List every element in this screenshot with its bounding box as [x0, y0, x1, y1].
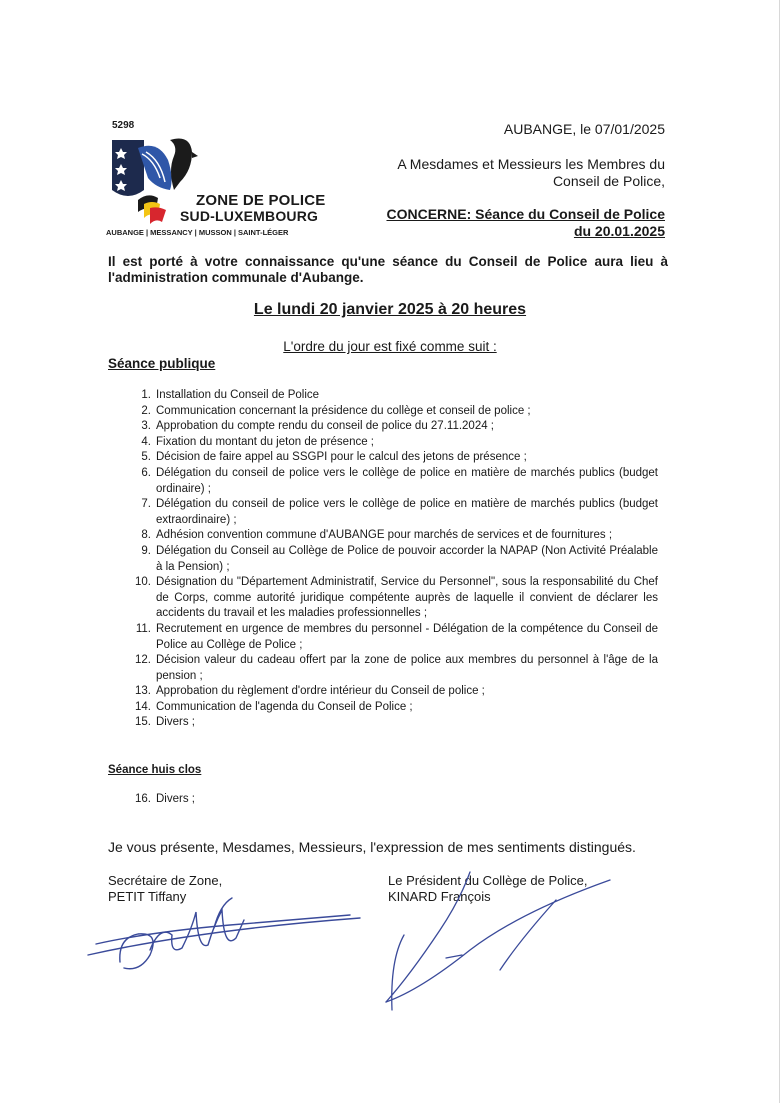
subject-line1: CONCERNE: Séance du Conseil de Police	[386, 206, 665, 222]
agenda-item-text: Délégation du Conseil au Collège de Police de pouvoir accorder la NAPAP (Non Activité Préalable à la Pension) ;	[156, 544, 658, 573]
agenda-item-number: 4.	[141, 435, 151, 448]
agenda-item-text: Communication de l'agenda du Conseil de Police ;	[156, 700, 413, 713]
agenda-item-text: Délégation du conseil de police vers le collège de police en matière de marchés publics (budget ordinaire) ;	[156, 466, 658, 495]
signature-right-icon	[386, 872, 610, 1010]
agenda-item-number: 10.	[135, 576, 151, 589]
agenda-intro: L'ordre du jour est fixé comme suit :	[283, 339, 497, 354]
agenda-item-text: Adhésion convention commune d'AUBANGE pour marchés de services et de fournitures ;	[156, 529, 613, 542]
agenda-item-text: Approbation du compte rendu du conseil de police du 27.11.2024 ;	[156, 420, 495, 433]
logo-id: 5298	[112, 120, 135, 131]
agenda-item-number: 12.	[135, 654, 151, 667]
agenda-item-number: 9.	[141, 544, 151, 557]
agenda-item-number: 8.	[141, 529, 151, 542]
intro-paragraph: Il est porté à votre connaissance qu'une séance du Conseil de Police aura lieu à l'administration communale d'Aubange.	[108, 254, 668, 285]
agenda-item-text: Divers ;	[156, 793, 195, 805]
agenda-item-number: 5.	[141, 451, 151, 464]
agenda-item-text: Recrutement en urgence de membres du personnel - Délégation de la compétence du Conseil de Police au Collège de Police ;	[156, 622, 658, 651]
agenda-item-text: Approbation du règlement d'ordre intérieur du Conseil de police ;	[156, 685, 485, 698]
closing-sentence: Je vous présente, Mesdames, Messieurs, l'expression de mes sentiments distingués.	[108, 839, 636, 855]
signatory-left-name: PETIT Tiffany	[108, 889, 187, 904]
agenda-item-text: Divers ;	[156, 716, 195, 729]
agenda-item-number: 7.	[141, 498, 151, 511]
agenda-item-number: 2.	[141, 404, 151, 417]
logo-communes: AUBANGE | MESSANCY | MUSSON | SAINT-LÉGER	[106, 228, 289, 237]
agenda-item-number: 6.	[141, 466, 151, 479]
recipient-line1: A Mesdames et Messieurs les Membres du	[397, 156, 665, 172]
meeting-date: Le lundi 20 janvier 2025 à 20 heures	[253, 301, 527, 318]
logo-title-line2: SUD-LUXEMBOURG	[180, 208, 319, 224]
signatory-right-title: Le Président du Collège de Police,	[388, 873, 588, 888]
signature-left-icon	[88, 898, 360, 969]
signatory-left-title: Secrétaire de Zone,	[108, 873, 223, 888]
agenda-item-number: 16.	[135, 793, 151, 805]
closed-session-title: Séance huis clos	[108, 764, 202, 776]
recipient-line2: Conseil de Police,	[552, 173, 665, 189]
subject-line2: du 20.01.2025	[573, 223, 665, 239]
agenda-item-number: 11.	[135, 622, 151, 635]
agenda-item-text: Fixation du montant du jeton de présence ;	[156, 435, 375, 448]
agenda-item-number: 15.	[135, 716, 151, 729]
signatory-right-name: KINARD François	[388, 889, 491, 904]
agenda-item-number: 3.	[141, 420, 151, 433]
agenda-item-text: Communication concernant la présidence du collège et conseil de police ;	[156, 404, 531, 417]
logo-title-line1: ZONE DE POLICE	[196, 192, 326, 209]
agenda-item-text: Décision valeur du cadeau offert par la zone de police aux membres du personnel à l'âge de la pension ;	[156, 654, 658, 682]
public-session-title: Séance publique	[108, 356, 216, 371]
agenda-item-text: Installation du Conseil de Police	[156, 389, 320, 401]
agenda-item-number: 13.	[135, 685, 151, 698]
place-date: AUBANGE, le 07/01/2025	[503, 121, 665, 137]
agenda-item-number: 1.	[141, 389, 151, 401]
agenda-item-text: Délégation du conseil de police vers le collège de police en matière de marchés publics (budget extraordinaire) ;	[156, 498, 658, 526]
agenda-item-number: 14.	[135, 700, 151, 713]
agenda-item-text: Désignation du "Département Administratif, Service du Personnel", sous la responsabilité du Chef de Corps, comme autorité juridique compétente auprès de laquelle il convient de déclarer les accidents du travail et les maladies professionnelles ;	[156, 576, 658, 620]
agenda-item-text: Décision de faire appel au SSGPI pour le calcul des jetons de présence ;	[156, 451, 527, 464]
